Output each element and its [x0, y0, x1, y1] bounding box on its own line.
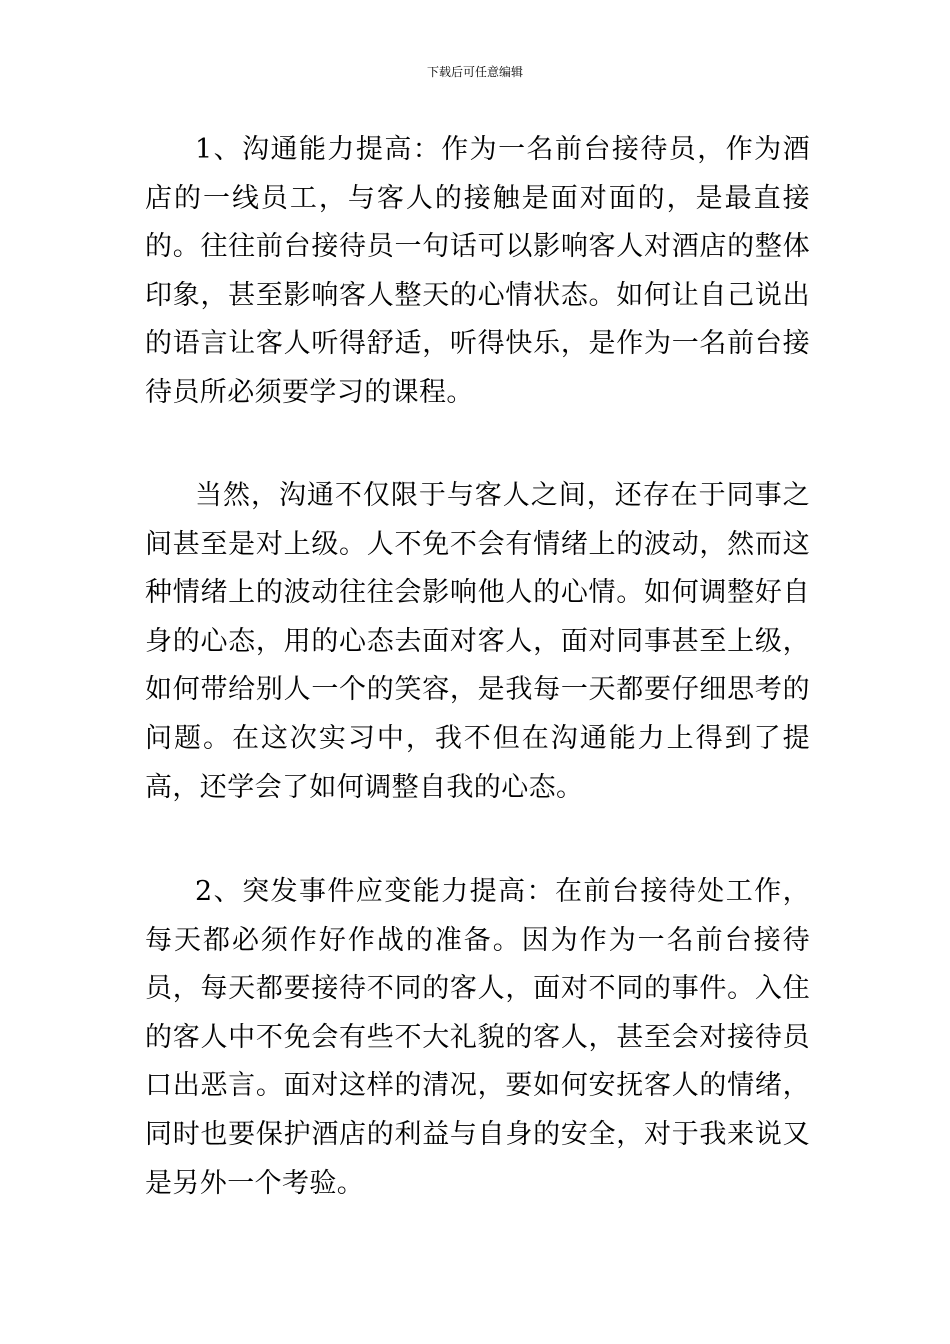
paragraph-emergency-response: 2、突发事件应变能力提高：在前台接待处工作，每天都必须作好作战的准备。因为作为一名前台接待员，每天都要接待不同的客人，面对不同的事件。入住的客人中不免会有些不大礼貌的客人，甚至会对接待员口出恶言。面对这样的清况，要如何安抚客人的情绪，同时也要保护酒店的利益与自身的安全，对于我来说又是另外一个考验。	[145, 876, 810, 1199]
page-header: 下载后可任意编辑	[426, 65, 523, 79]
paragraph-communication-colleagues: 当然，沟通不仅限于与客人之间，还存在于同事之间甚至是对上级。人不免不会有情绪上的波动，然而这种情绪上的波动往往会影响他人的心情。如何调整好自身的心态，用的心态去面对客人，面对同事甚至上级，如何带给别人一个的笑容，是我每一天都要仔细思考的问题。在这次实习中，我不但在沟通能力上得到了提高，还学会了如何调整自我的心态。	[145, 480, 810, 803]
paragraph-communication-skills: 1、沟通能力提高：作为一名前台接待员，作为酒店的一线员工，与客人的接触是面对面的，是最直接的。往往前台接待员一句话可以影响客人对酒店的整体印象，甚至影响客人整天的心情状态。如何让自己说出的语言让客人听得舒适，听得快乐，是作为一名前台接待员所必须要学习的课程。	[145, 134, 810, 408]
